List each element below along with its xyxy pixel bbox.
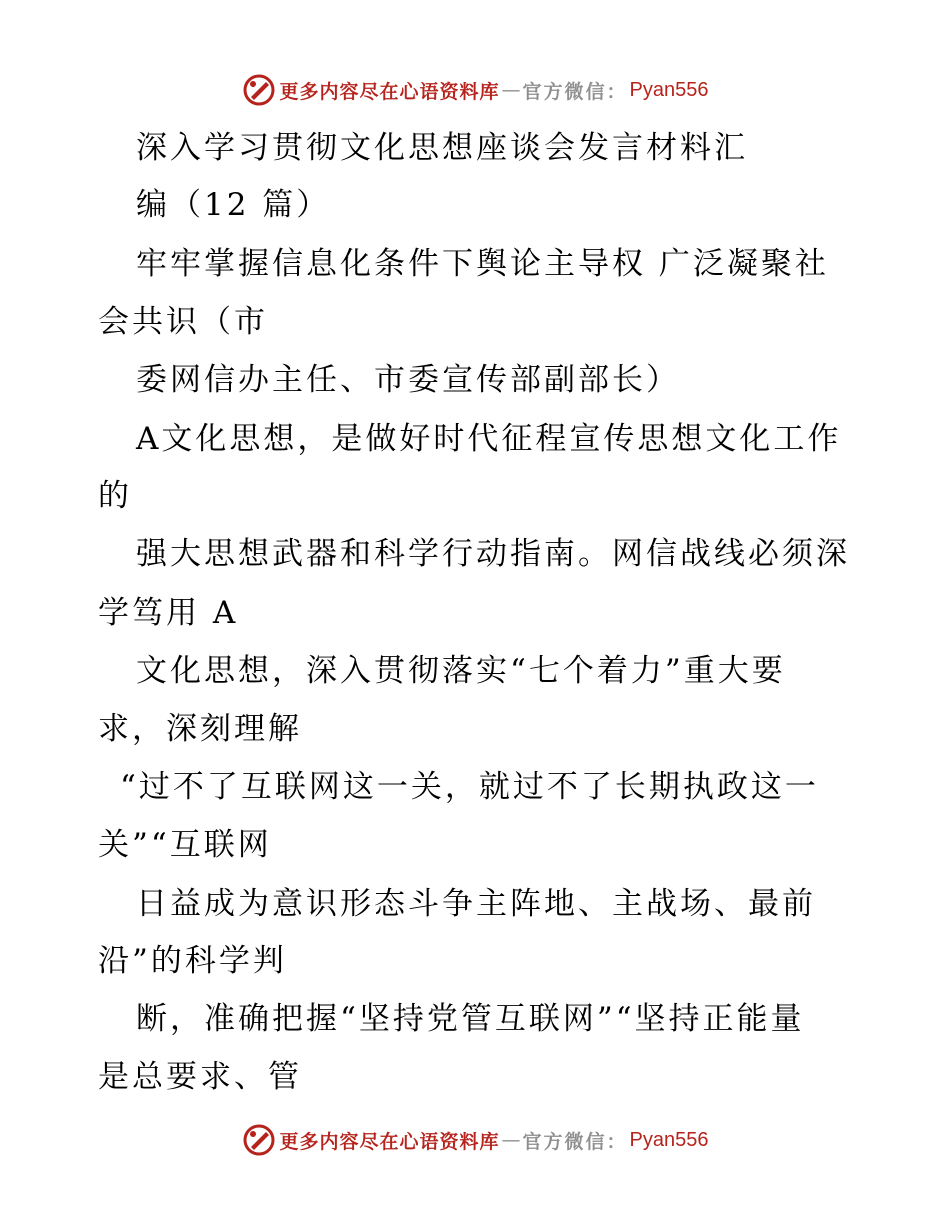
footer-banner	[0, 1120, 950, 1160]
text-line: 断，准确把握“坚持党管互联网”“坚持正能量	[136, 1001, 805, 1037]
text-line: 牢牢掌握信息化条件下舆论主导权 广泛凝聚社	[136, 246, 829, 282]
text-line: 的	[98, 478, 132, 514]
wechat-account: Pyan556	[629, 78, 709, 101]
promo-text: 更多内容尽在心语资料库	[279, 1130, 500, 1153]
header-banner	[0, 70, 950, 110]
brand-logo-icon	[242, 1123, 276, 1157]
text-line: “过不了互联网这一关，就过不了长期执政这一	[120, 769, 819, 805]
wechat-label: 官方微信：	[522, 80, 628, 103]
text-line: 编（12 篇）	[136, 187, 331, 223]
wechat-label: 官方微信：	[522, 1130, 628, 1153]
wechat-account: Pyan556	[629, 1128, 709, 1151]
text-line: 是总要求、管	[98, 1059, 302, 1095]
banner-separator: —	[501, 1129, 521, 1151]
promo-text: 更多内容尽在心语资料库	[279, 80, 500, 103]
text-line: 关”“互联网	[98, 827, 272, 863]
text-line: 学笃用 A	[98, 595, 239, 631]
text-line: 日益成为意识形态斗争主阵地、主战场、最前	[136, 886, 816, 922]
text-line: 委网信办主任、市委宣传部副部长）	[136, 362, 680, 398]
brand-logo-icon	[242, 73, 276, 107]
text-line: 求，深刻理解	[98, 711, 302, 747]
text-line: 深入学习贯彻文化思想座谈会发言材料汇	[136, 130, 748, 166]
text-line: 沿”的科学判	[98, 943, 287, 979]
banner-separator: —	[501, 79, 521, 101]
text-line: 会共识（市	[98, 304, 268, 340]
text-line: 强大思想武器和科学行动指南。网信战线必须深	[136, 536, 850, 572]
text-line: 文化思想，深入贯彻落实“七个着力”重大要	[136, 653, 786, 689]
text-line: A文化思想，是做好时代征程宣传思想文化工作	[136, 421, 842, 457]
